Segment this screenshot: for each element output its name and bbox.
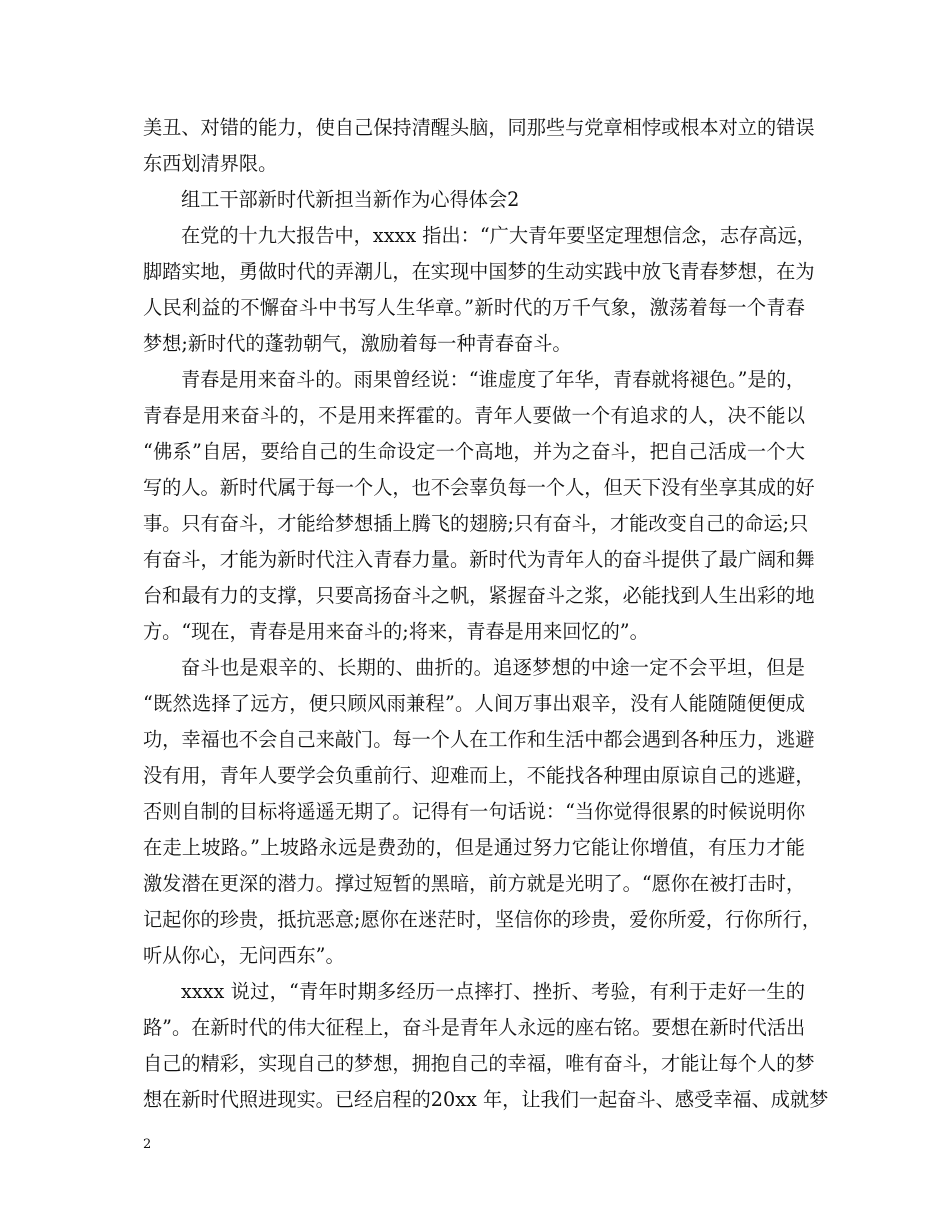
paragraph xyxy=(143,218,816,362)
text-line: xxxx 说过，“青年时期多经历一点摔打、挫折、考验，有利于走好一生的 xyxy=(181,980,805,1003)
document-body xyxy=(143,110,829,1118)
text-line: 东西划清界限。 xyxy=(143,152,278,175)
text-line: 梦想;新时代的蓬勃朝气，激励着每一种青春奋斗。 xyxy=(143,332,572,355)
text-line: “佛系”自居，要给自己的生命设定一个高地，并为之奋斗，把自己活成一个大 xyxy=(143,440,805,463)
text-line: 否则自制的目标将遥遥无期了。记得有一句话说：“当你觉得很累的时候说明你 xyxy=(143,800,806,823)
text-line: 青春是用来奋斗的，不是用来挥霍的。青年人要做一个有追求的人，决不能以 xyxy=(143,404,805,427)
paragraph xyxy=(143,110,815,182)
text-line: 脚踏实地，勇做时代的弄潮儿，在实现中国梦的生动实践中放飞青春梦想，在为 xyxy=(143,260,815,283)
page-number: 2 xyxy=(143,1137,152,1152)
text-line: 有奋斗，才能为新时代注入青春力量。新时代为青年人的奋斗提供了最广阔和舞 xyxy=(143,548,815,571)
text-line: 在党的十九大报告中，xxxx 指出：“广大青年要坚定理想信念，志存高远， xyxy=(181,224,816,247)
heading-text: 组工干部新时代新担当新作为心得体会2 xyxy=(181,188,520,211)
text-line: 想在新时代照进现实。已经启程的20xx 年，让我们一起奋斗、感受幸福、成就梦 xyxy=(143,1088,829,1111)
text-line: 人民利益的不懈奋斗中书写人生华章。”新时代的万千气象，激荡着每一个青春 xyxy=(143,296,805,319)
paragraph xyxy=(143,974,829,1118)
text-line: 功，幸福也不会自己来敲门。每一个人在工作和生活中都会遇到各种压力，逃避 xyxy=(143,728,815,751)
paragraph xyxy=(143,650,822,974)
text-line: 记起你的珍贵，抵抗恶意;愿你在迷茫时，坚信你的珍贵，爱你所爱，行你所行， xyxy=(143,908,822,931)
text-line: 激发潜在更深的潜力。撑过短暂的黑暗，前方就是光明了。“愿你在被打击时， xyxy=(143,872,806,895)
section-heading xyxy=(143,182,805,218)
text-line: 写的人。新时代属于每一个人，也不会辜负每一个人，但天下没有坐享其成的好 xyxy=(143,476,815,499)
text-line: 方。“现在，青春是用来奋斗的;将来，青春是用来回忆的”。 xyxy=(143,620,649,643)
text-line: 路”。在新时代的伟大征程上，奋斗是青年人永远的座右铭。要想在新时代活出 xyxy=(143,1016,806,1039)
text-line: 事。只有奋斗，才能给梦想插上腾飞的翅膀;只有奋斗，才能改变自己的命运;只 xyxy=(143,512,809,535)
text-line: 美丑、对错的能力，使自己保持清醒头脑，同那些与党章相悖或根本对立的错误 xyxy=(143,116,815,139)
text-line: 自己的精彩，实现自己的梦想，拥抱自己的幸福，唯有奋斗，才能让每个人的梦 xyxy=(143,1052,815,1075)
text-line: 听从你心，无问西东”。 xyxy=(143,944,345,967)
text-line: 台和最有力的支撑，只要高扬奋斗之帆，紧握奋斗之浆，必能找到人生出彩的地 xyxy=(143,584,815,607)
text-line: 奋斗也是艰辛的、长期的、曲折的。追逐梦想的中途一定不会平坦，但是 xyxy=(181,656,805,679)
text-line: 没有用，青年人要学会负重前行、迎难而上，不能找各种理由原谅自己的逃避， xyxy=(143,764,815,787)
text-line: “既然选择了远方，便只顾风雨兼程”。人间万事出艰辛，没有人能随随便便成 xyxy=(143,692,805,715)
paragraph xyxy=(143,362,815,650)
text-line: 在走上坡路。”上坡路永远是费劲的，但是通过努力它能让你增值，有压力才能 xyxy=(143,836,805,859)
text-line: 青春是用来奋斗的。雨果曾经说：“谁虚度了年华，青春就将褪色。”是的， xyxy=(181,368,806,391)
